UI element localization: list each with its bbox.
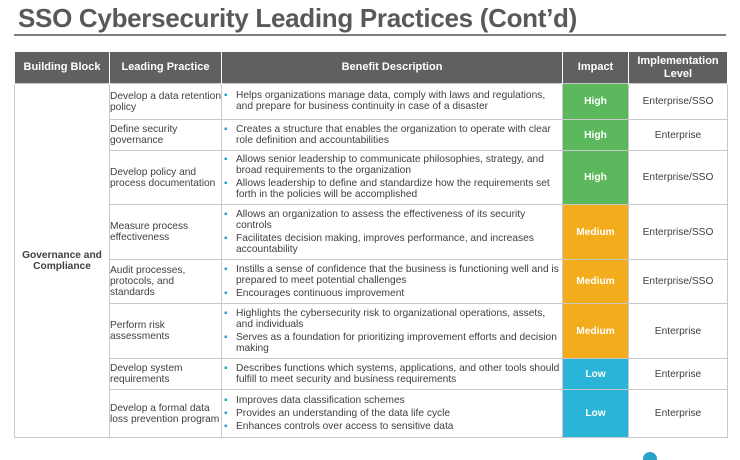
- benefit-description-cell: [222, 205, 563, 260]
- impact-badge: Medium: [563, 304, 629, 359]
- table-row: [15, 260, 728, 304]
- bullet-icon: ▪: [224, 90, 228, 101]
- table-row: [15, 84, 728, 120]
- impact-badge: Low: [563, 390, 629, 438]
- benefit-text: Describes functions which systems, applications, and other tools should fulfill to meet security and business requirements: [236, 362, 560, 385]
- benefit-text: Serves as a foundation for prioritizing improvement efforts and decision making: [236, 331, 557, 354]
- benefit-item: [222, 264, 562, 286]
- benefit-text: Instills a sense of confidence that the business is functioning well and is prepared to meet potential challenges: [236, 263, 559, 286]
- benefit-item: [222, 395, 562, 406]
- benefit-item: [222, 124, 562, 146]
- implementation-level-cell: Enterprise/SSO: [629, 260, 728, 304]
- benefit-description-cell: [222, 260, 563, 304]
- bullet-icon: ▪: [224, 178, 228, 189]
- implementation-level-cell: Enterprise: [629, 120, 728, 151]
- impact-badge: High: [563, 120, 629, 151]
- benefit-description-cell: [222, 390, 563, 438]
- building-block-cell: Governance and Compliance: [15, 84, 110, 438]
- bullet-icon: ▪: [224, 407, 228, 419]
- benefit-text: Facilitates decision making, improves performance, and increases accountability: [236, 232, 534, 255]
- leading-practice-cell: Perform risk assessments: [110, 304, 222, 359]
- bullet-icon: ▪: [224, 154, 228, 165]
- impact-badge: Medium: [563, 205, 629, 260]
- impact-badge: High: [563, 84, 629, 120]
- leading-practice-cell: Develop a data retention policy: [110, 84, 222, 120]
- page-title: SSO Cybersecurity Leading Practices (Cont’d): [18, 3, 577, 33]
- bullet-icon: ▪: [224, 331, 228, 343]
- implementation-level-cell: Enterprise: [629, 304, 728, 359]
- bullet-icon: ▪: [224, 362, 228, 374]
- benefit-text: Allows an organization to assess the effectiveness of its security controls: [236, 208, 526, 231]
- table-header-row: [15, 52, 728, 84]
- benefit-item: [222, 209, 562, 231]
- benefit-item: [222, 154, 562, 176]
- benefit-description-cell: [222, 120, 563, 151]
- benefit-text: Allows senior leadership to communicate philosophies, strategy, and broad requirements to the organization: [236, 154, 544, 176]
- benefit-text: Creates a structure that enables the organization to operate with clear role definition and accountabilities: [236, 123, 551, 146]
- table-row: [15, 120, 728, 151]
- implementation-level-cell: Enterprise/SSO: [629, 84, 728, 120]
- impact-badge: Medium: [563, 260, 629, 304]
- table-row: [15, 304, 728, 359]
- leading-practice-cell: Develop system requirements: [110, 359, 222, 390]
- practices-table: [14, 52, 728, 438]
- title-divider: [14, 34, 726, 36]
- leading-practice-cell: Measure process effectiveness: [110, 205, 222, 260]
- impact-badge: High: [563, 151, 629, 205]
- benefit-item: [222, 288, 562, 299]
- benefit-description-cell: [222, 151, 563, 205]
- bullet-icon: ▪: [224, 208, 228, 220]
- benefit-text: Provides an understanding of the data life cycle: [236, 407, 451, 419]
- leading-practice-cell: Develop a formal data loss prevention program: [110, 390, 222, 438]
- benefit-text: Allows leadership to define and standardize how the requirements set forth in the policies will be accomplished: [236, 178, 550, 200]
- leading-practice-cell: Define security governance: [110, 120, 222, 151]
- benefit-text: Encourages continuous improvement: [236, 287, 405, 299]
- benefit-item: [222, 408, 562, 419]
- implementation-level-cell: Enterprise/SSO: [629, 205, 728, 260]
- corner-decoration: [643, 452, 657, 460]
- benefit-item: [222, 178, 562, 200]
- benefit-item: [222, 233, 562, 255]
- impact-badge: Low: [563, 359, 629, 390]
- benefit-text: Enhances controls over access to sensitive data: [236, 420, 454, 432]
- bullet-icon: ▪: [224, 232, 228, 244]
- bullet-icon: ▪: [224, 123, 228, 135]
- implementation-level-cell: Enterprise: [629, 390, 728, 438]
- bullet-icon: ▪: [224, 420, 228, 432]
- table-row: [15, 151, 728, 205]
- benefit-text: Improves data classification schemes: [236, 394, 405, 406]
- header-implementation-level: Implementation Level: [629, 52, 728, 84]
- benefit-text: Highlights the cybersecurity risk to organizational operations, assets, and individuals: [236, 307, 546, 330]
- header-impact: Impact: [563, 52, 629, 84]
- benefit-description-cell: [222, 359, 563, 390]
- leading-practice-cell: Audit processes, protocols, and standards: [110, 260, 222, 304]
- implementation-level-cell: Enterprise: [629, 359, 728, 390]
- benefit-item: [222, 332, 562, 354]
- benefit-item: [222, 421, 562, 432]
- bullet-icon: ▪: [224, 263, 228, 275]
- benefit-item: [222, 308, 562, 330]
- benefit-text: Helps organizations manage data, comply with laws and regulations, and prepare for business continuity in case of a disaster: [236, 90, 546, 112]
- benefit-item: [222, 90, 562, 112]
- header-leading-practice: Leading Practice: [110, 52, 222, 84]
- benefit-description-cell: [222, 84, 563, 120]
- header-building-block: Building Block: [15, 52, 110, 84]
- bullet-icon: ▪: [224, 287, 228, 299]
- benefit-item: [222, 363, 562, 385]
- implementation-level-cell: Enterprise/SSO: [629, 151, 728, 205]
- leading-practice-cell: Develop policy and process documentation: [110, 151, 222, 205]
- benefit-description-cell: [222, 304, 563, 359]
- table-row: [15, 390, 728, 438]
- bullet-icon: ▪: [224, 394, 228, 406]
- bullet-icon: ▪: [224, 307, 228, 319]
- table-row: [15, 205, 728, 260]
- header-benefit-description: Benefit Description: [222, 52, 563, 84]
- table-row: [15, 359, 728, 390]
